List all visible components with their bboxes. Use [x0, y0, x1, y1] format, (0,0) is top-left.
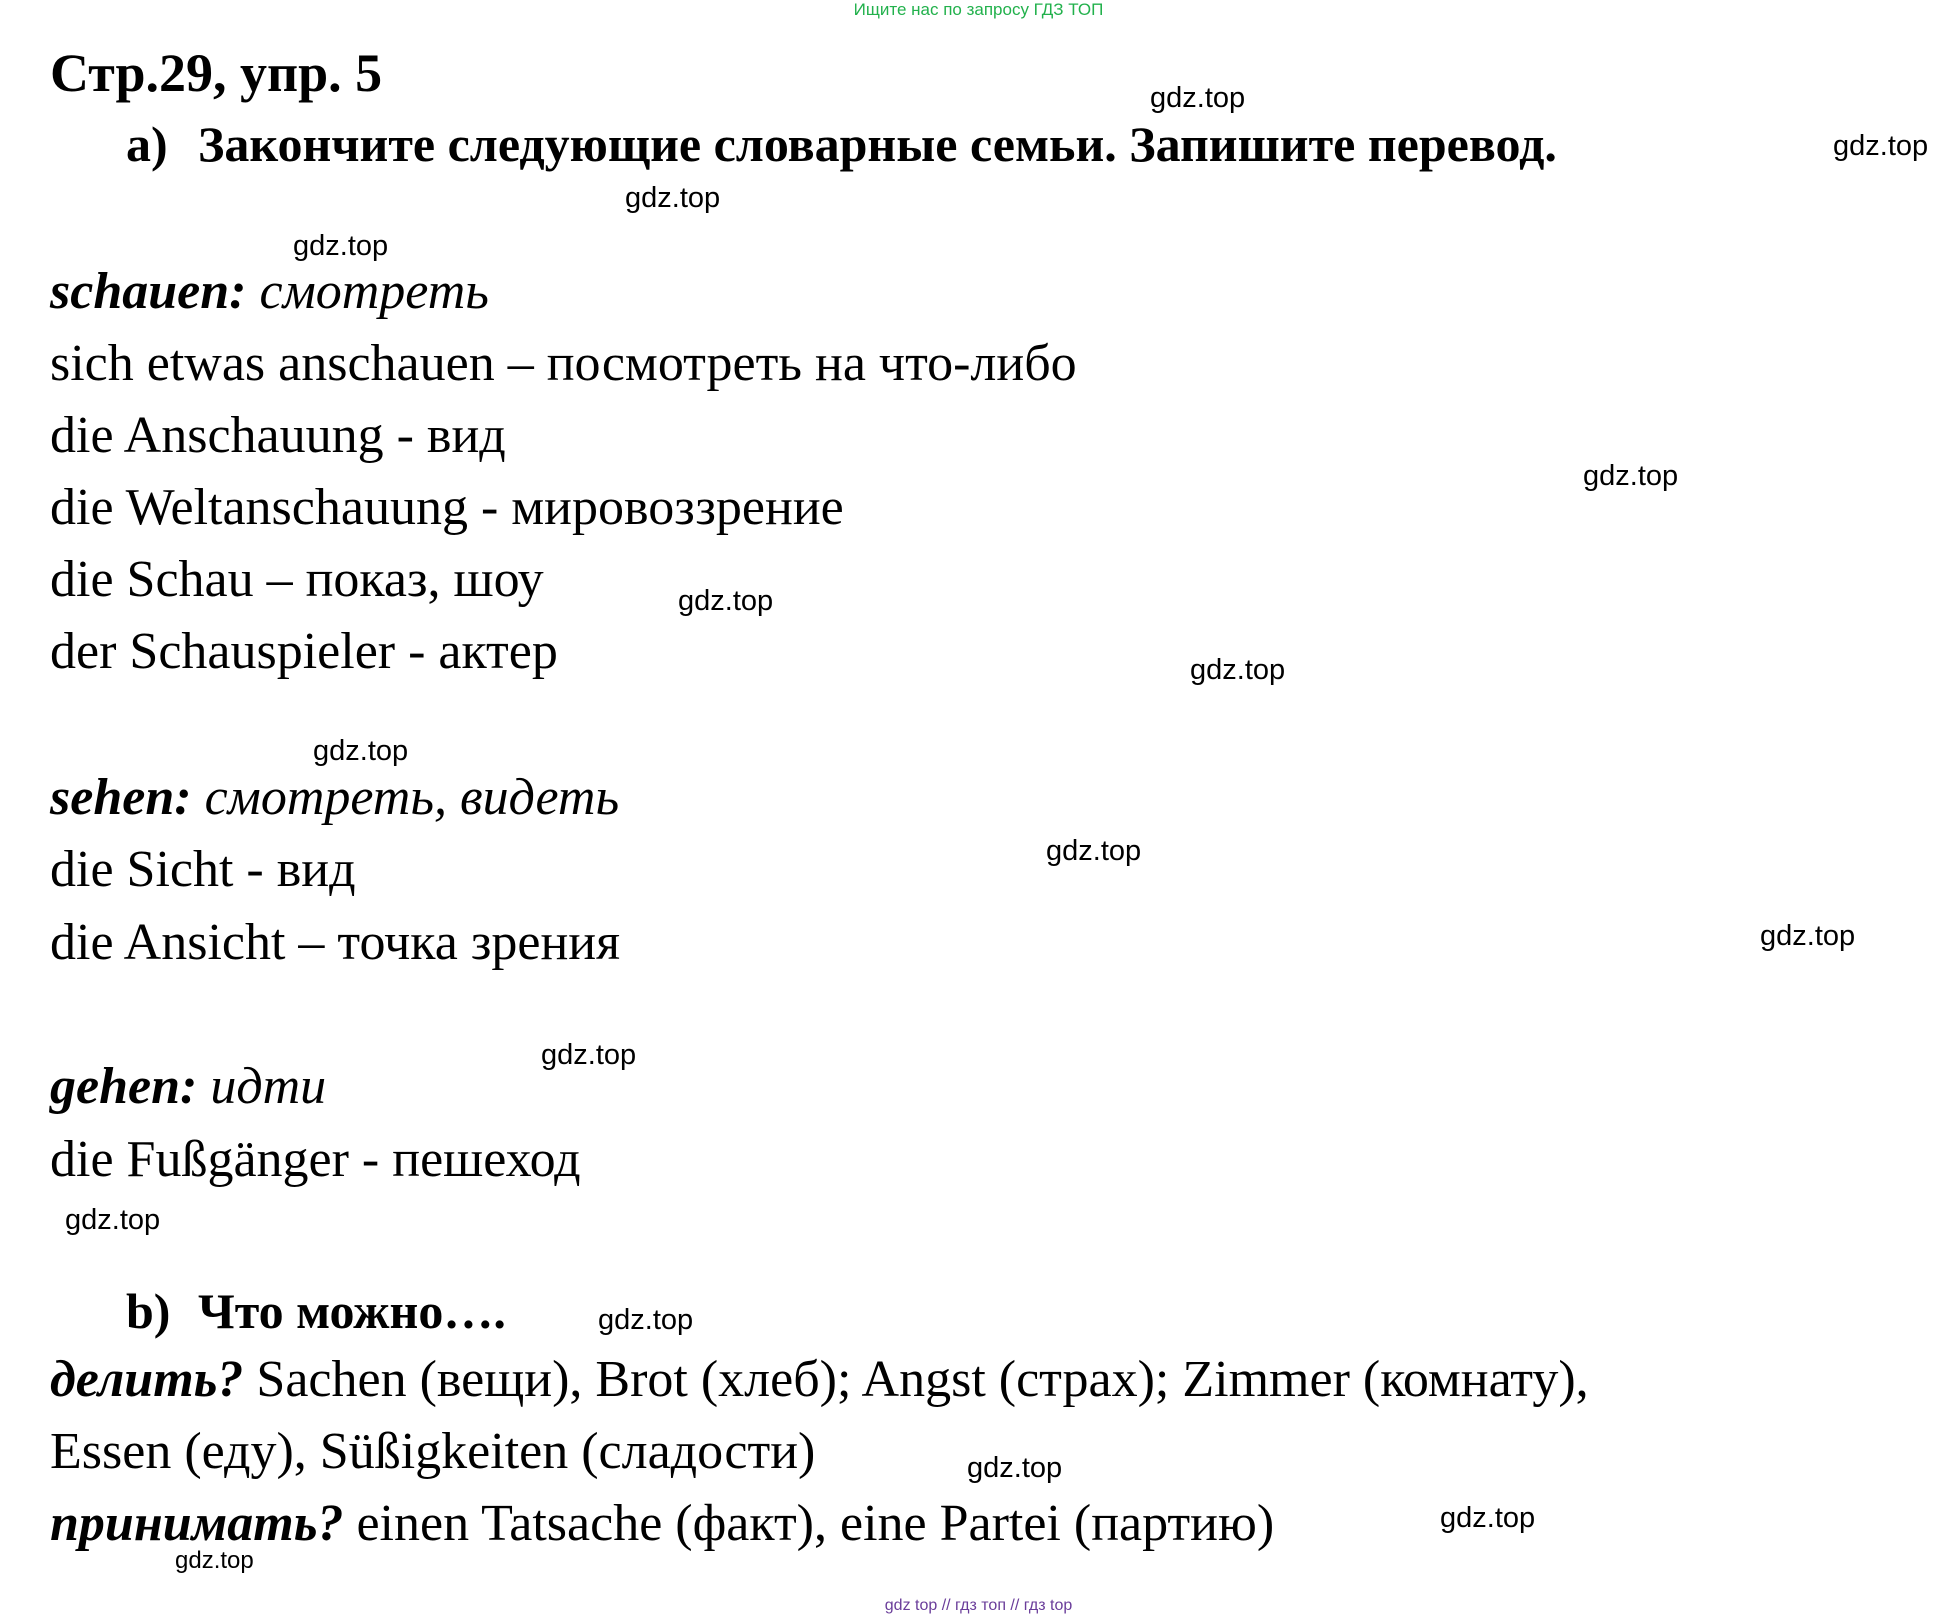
watermark: gdz.top: [541, 1039, 637, 1071]
answer-accept-line: [50, 1494, 1274, 1553]
watermark: gdz.top: [1190, 654, 1286, 686]
family-item: der Schauspieler - актер: [50, 623, 558, 680]
part-b-heading: [126, 1282, 506, 1340]
answer-divide-line2: Essen (еду), Süßigkeiten (сладости): [50, 1423, 816, 1480]
watermark: gdz.top: [1583, 460, 1679, 492]
family-item: die Ansicht – точка зрения: [50, 914, 621, 971]
answer-text: Sachen (вещи), Brot (хлеб); Angst (страх); Zimmer (комнату),: [256, 1351, 1589, 1408]
watermark: gdz.top: [1833, 130, 1929, 162]
watermark: gdz.top: [175, 1547, 254, 1574]
watermark: gdz.top: [625, 182, 721, 214]
watermark: gdz.top: [65, 1204, 161, 1236]
family-item: die Anschauung - вид: [50, 407, 506, 464]
family-item: die Sicht - вид: [50, 841, 356, 898]
watermark: gdz.top: [678, 585, 774, 617]
part-b-label: b): [126, 1283, 171, 1339]
family-item: die Weltanschauung - мировоззрение: [50, 479, 844, 536]
watermark: gdz.top: [1150, 82, 1246, 114]
family-item: die Schau – показ, шоу: [50, 551, 544, 608]
family-item: die Fußgänger - пешеход: [50, 1131, 581, 1188]
watermark: gdz.top: [598, 1304, 694, 1336]
answer-verb: делить?: [50, 1351, 244, 1408]
head-translation: смотреть: [259, 263, 489, 320]
watermark: gdz.top: [293, 230, 389, 262]
family-head-gehen: [50, 1057, 326, 1116]
watermark: gdz.top: [1760, 920, 1856, 952]
watermark: gdz.top: [313, 735, 409, 767]
head-translation: смотреть, видеть: [204, 769, 620, 826]
watermark: gdz.top: [1046, 835, 1142, 867]
watermark: gdz.top: [967, 1452, 1063, 1484]
footer: gdz top // гдз топ // гдз top: [884, 1597, 1073, 1614]
part-a-text: Закончите следующие словарные семьи. Запишите перевод.: [198, 116, 1557, 172]
top-banner: Ищите нас по запросу ГДЗ ТОП: [853, 0, 1104, 19]
head-word: schauen:: [50, 263, 247, 320]
answer-text: einen Tatsache (факт), eine Partei (партию): [356, 1495, 1275, 1552]
family-head-sehen: [50, 768, 619, 827]
page-title: Стр.29, упр. 5: [50, 43, 383, 103]
head-translation: идти: [210, 1058, 327, 1115]
answer-verb: принимать?: [50, 1495, 344, 1552]
answer-divide-line1: [50, 1350, 1589, 1409]
family-head-schauen: [50, 262, 489, 321]
family-item: sich etwas anschauen – посмотреть на что-либо: [50, 335, 1077, 392]
head-word: sehen:: [50, 769, 192, 826]
watermark: gdz.top: [1440, 1502, 1536, 1534]
part-b-text: Что можно….: [198, 1283, 506, 1339]
part-a-heading: [126, 115, 1557, 173]
head-word: gehen:: [50, 1058, 198, 1115]
part-a-label: a): [126, 116, 168, 172]
